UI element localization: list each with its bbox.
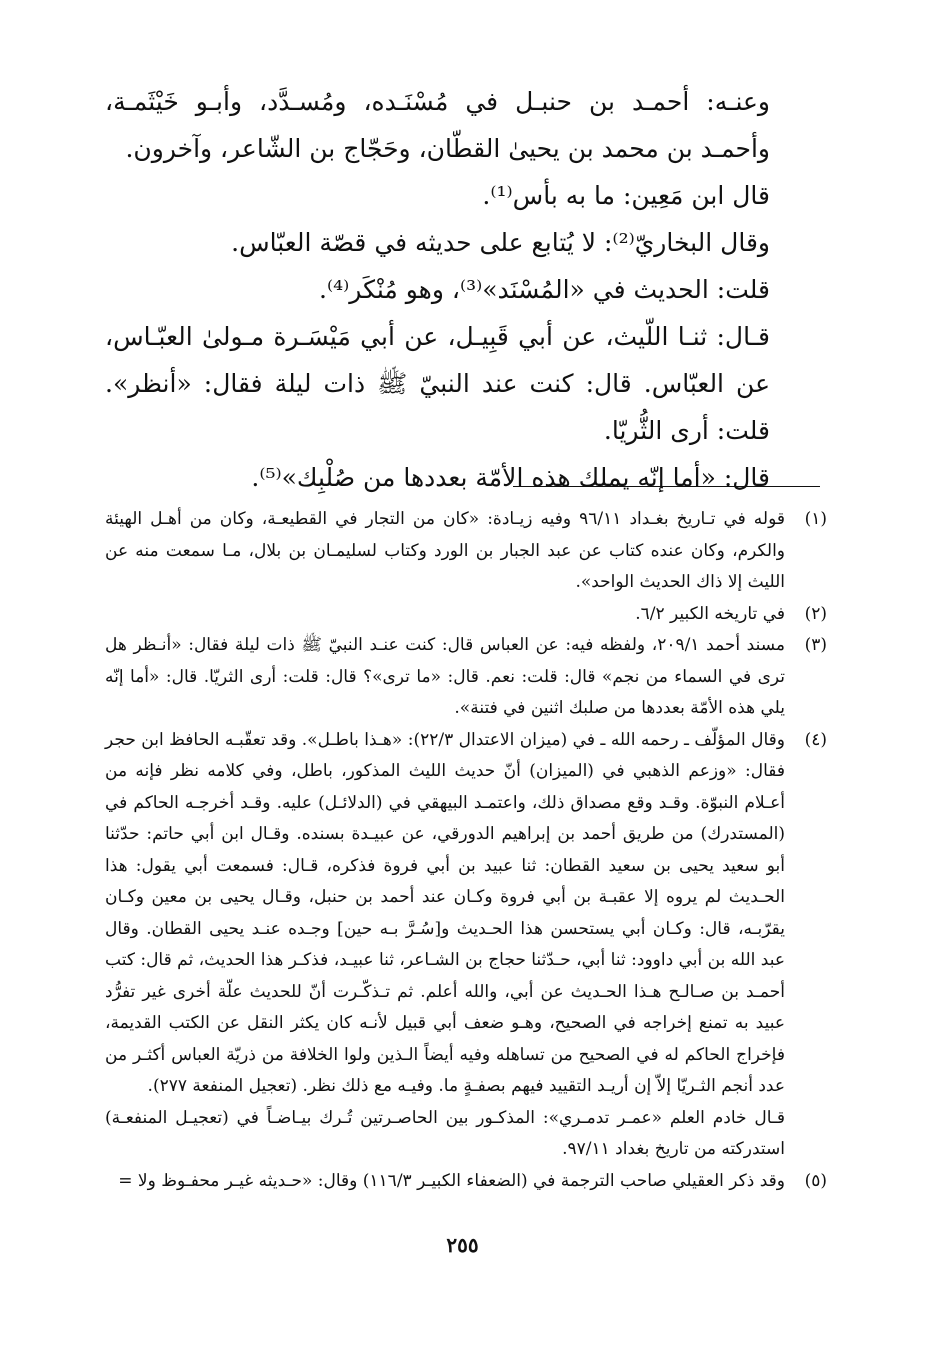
footnote bbox=[105, 1166, 827, 1198]
footnote bbox=[105, 599, 827, 631]
main-paragraph: وعنـه: أحمـد بن حنبـل في مُسْنَـده، ومُسـدَّد، وأبـو خَيْثَمـة، وأحمـد بن محمد بن يحيىٰ القطّان، وحَجّاج بن الشّاعر، وآخرون. bbox=[105, 87, 770, 163]
footnote-text: وقد ذكر العقيلي صاحب الترجمة في (الضعفاء الكبيـر ١١٦/٣) وقال: «حـديثه غيـر محفـوظ ولا = bbox=[118, 1170, 785, 1191]
footnote-number: (٤) bbox=[804, 729, 827, 750]
footnote-number: (٥) bbox=[804, 1170, 827, 1191]
footnote bbox=[105, 630, 827, 725]
footnote-text: وقال المؤلّف ـ رحمه الله ـ في (ميزان الاعتدال ٢٢/٣): «هـذا باطـل». وقد تعقّبـه الحافظ ابن حجر فقال: «وزعم الذهبي في (الميزان) أنّ حديث الليث المذكور، باطل، وفي كلامه نظر فإنه من أعـلام النبوّة. وقـد وقع مصداق ذلك، واعتمـد البيهقي في (الدلائـل) عليه. وقـد أخرجـه الحاكم في (المستدرك) من طريق أحمد بن إبراهيم الدورقي، عن عبيـدة بسنده. وقـال ابن أبي حاتم: حدّثنا أبو سعيد يحيى بن سعيد القطان: ثنا عبيد بن أبي فروة فذكره، قـال: فسمعت أبي يقول: هذا الحـديث لم يروه إلا عقبـة بن أبي فروة وكـان عند أحمد بن حنبل، وقـال يحيى بن معين وكـان يقرّبـه، قال: وكـان أبي يستحسن هذا الحـديث و[سُـرَّ بـه حين] وجـده عنـد يحيى القطان. وقال عبد الله بن أبي داوود: ثنا أبي، حـدّثنا حجاج بن الشـاعر، ثنا عبيـد، فذكـر هذا الحديث، ثم قال: كتب أحمـد بن صـالـح هـذا الحـديث عن أبي، والله أعلم. ثم تـذكّـرت أنّ للحديث علّة أخرى غير تفرُّد عبيد به تمنع إخراجه في الصحيح، وهـو ضعف أبي قبيل لأنـه كان يكثر النقل عن الكتب القديمة، فإخراج الحاكم له في الصحيح من تساهله وفيه أيضاً الـذين ولوا الخلافة من ذريّة العباس أكثـر من عدد أنجم الثـريّا إلاّ إن أريـد التقييد فيهم بصفـةٍ ما. وفيـه مع ذلك نظر. (تعجيل المنفعة ٢٧٧). bbox=[105, 729, 785, 1096]
page-number: ٢٥٥ bbox=[446, 1233, 479, 1257]
footnote-continuation: قـال خادم العلم «عمـر تدمـري»: المذكـور بين الحاصـرتين تُـرك بيـاضـاً في (تعجيـل المنفعـة) استدركته من تاريخ بغداد ٩٧/١١. bbox=[105, 1107, 785, 1159]
main-text bbox=[105, 78, 820, 501]
footnote bbox=[105, 725, 827, 1166]
footnote-text: قوله في تـاريخ بغـداد ٩٦/١١ وفيه زيـادة: «كان من التجار في القطيعـة، وكان من أهـل الهيئة والكرم، وكان عنده كتاب عن عبد الجبار بن الورد وكتاب لسليمـان بن بلال، مـا سمعت منه عن الليث إلا ذاك الحديث الواحد». bbox=[105, 509, 785, 592]
main-paragraph: قال ابن مَعِين: ما به بأس⁽¹⁾. bbox=[482, 181, 770, 210]
footnotes bbox=[105, 504, 827, 1197]
footnote-text: مسند أحمد ٢٠٩/١، ولفظه فيه: عن العباس قال: كنت عنـد النبيّ ﷺ ذات ليلة فقال: «أنـظر هل ترى في السماء من نجم» قال: قلت: نعم. قال: «ما ترى»؟ قال: قلت: أرى الثريّا. قال: «أما إنّه يلي هذه الأمّة بعددها من صلبك اثنين في فتنة». bbox=[105, 635, 785, 718]
footnote-number: (٢) bbox=[804, 603, 827, 624]
footnote bbox=[105, 504, 827, 599]
main-paragraph: وقال البخاريّ⁽²⁾: لا يُتابع على حديثه في قصّة العبّاس. bbox=[231, 228, 770, 257]
main-paragraph: قـال: ثنـا اللّيث، عن أبي قَبِيـل، عن أبي مَيْسَـرة مـولىٰ العبّـاس، عن العبّاس. قال: كنت عند النبيّ ﷺ ذات ليلة فقال: «أنظر». قلت: أرى الثُّريّا. bbox=[105, 322, 770, 445]
footnote-number: (١) bbox=[804, 509, 827, 529]
footnote-text: في تاريخه الكبير ٦/٢. bbox=[635, 603, 785, 624]
footnote-number: (٣) bbox=[804, 635, 827, 655]
main-paragraph: قلت: الحديث في «المُسْنَد»⁽³⁾، وهو مُنْكَر⁽⁴⁾. bbox=[319, 275, 770, 304]
main-paragraph: قال: «أما إنّه يملك هذه الأمّة بعددها من صُلْبِك»⁽⁵⁾. bbox=[251, 463, 770, 492]
footnote-divider bbox=[513, 486, 820, 487]
